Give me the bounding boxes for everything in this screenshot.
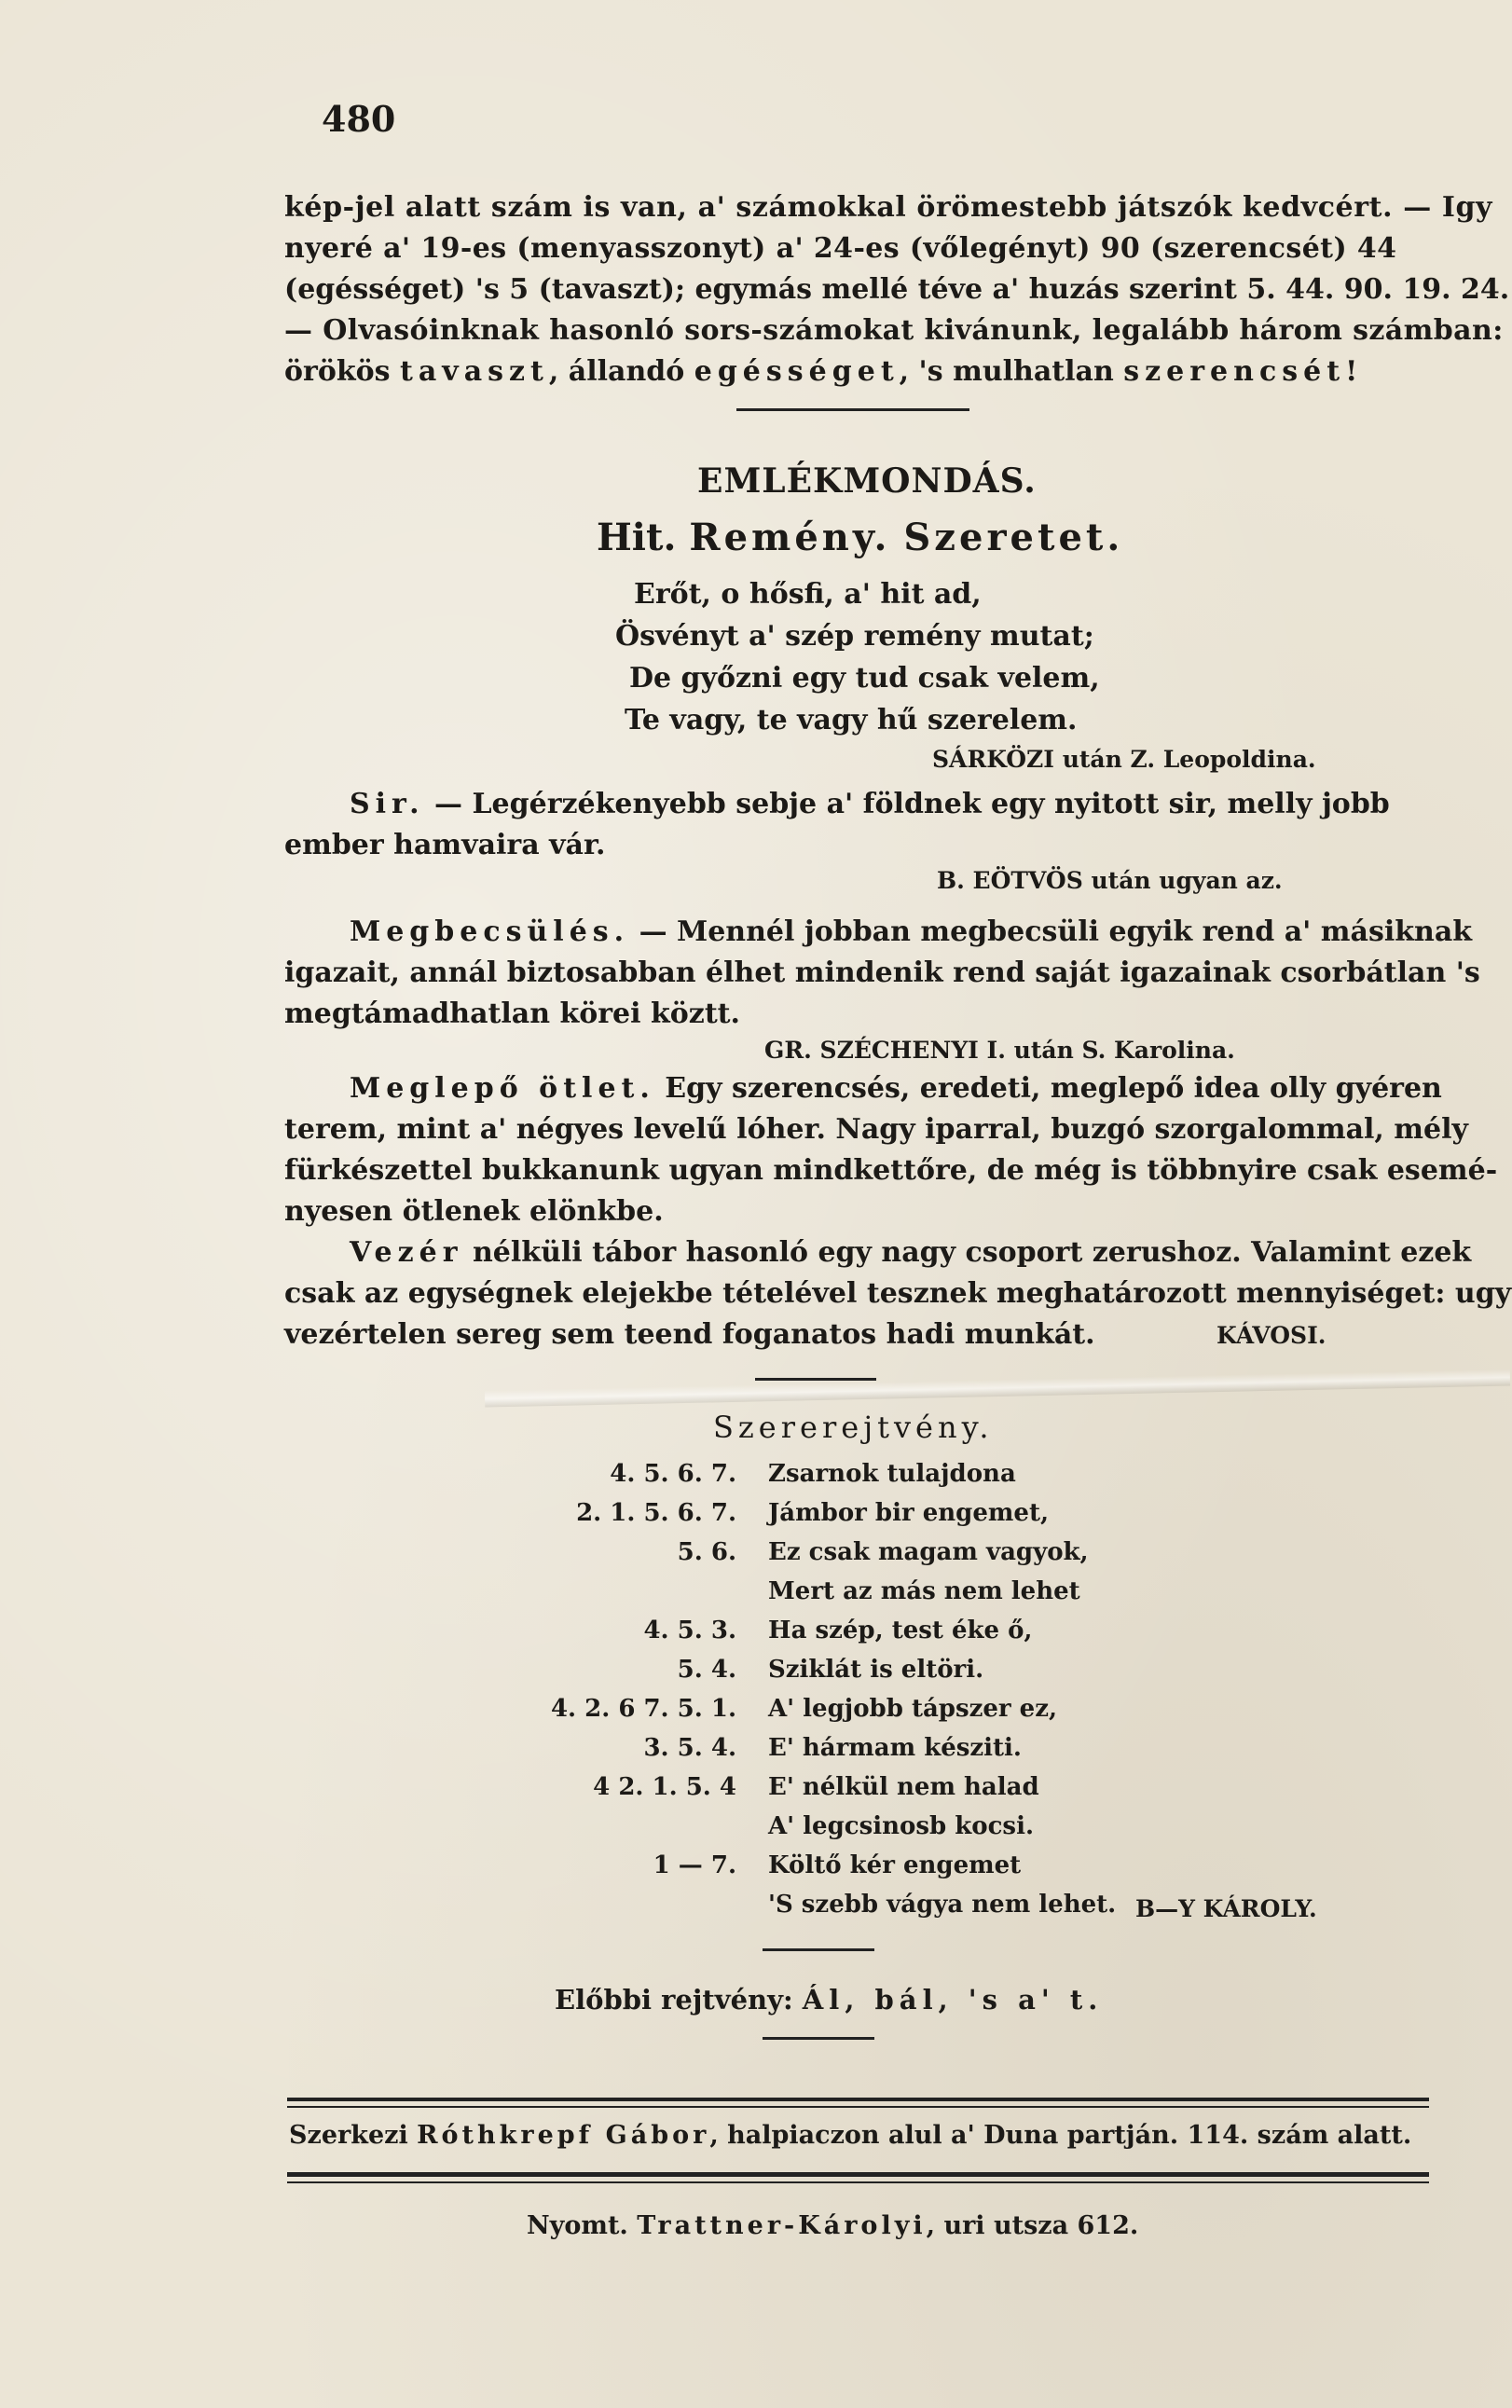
riddle-row [531, 1572, 1184, 1611]
subheading [597, 516, 1123, 559]
riddle-row [531, 1768, 1184, 1807]
riddle-row-numbers: 5. 6. [677, 1538, 736, 1566]
footer-editor-prefix: Szerkezi [289, 2121, 418, 2150]
riddle-row [531, 1885, 1184, 1924]
intro-mid-1: , állandó [548, 355, 694, 388]
riddle-row-text: E' hármam késziti. [768, 1734, 1022, 1762]
page-number: 480 [322, 98, 396, 140]
poem-signature: SÁRKÖZI után Z. Leopoldina. [932, 746, 1316, 773]
riddle-row-numbers: 3. 5. 4. [643, 1734, 736, 1762]
riddle-row-numbers: 4. 5. 6. 7. [610, 1460, 736, 1488]
vezer-line-2: csak az egységnek elejekbe tételével tesznek meghatározott mennyiséget: ugy [284, 1277, 1512, 1310]
footer-rule-bottom-2 [287, 2181, 1429, 2183]
riddle-row-text: Költő kér engemet [768, 1851, 1022, 1879]
riddle-row-numbers: 2. 1. 5. 6. 7. [576, 1499, 736, 1527]
megbecsules-line-1 [350, 915, 1472, 948]
meglepo-word: Meglepő ötlet. [350, 1072, 655, 1105]
intro-suffix: ! [1345, 355, 1358, 388]
meglepo-line-1 [350, 1072, 1442, 1105]
megbecsules-text-1: — Mennél jobban megbecsüli egyik rend a' másiknak [629, 915, 1473, 948]
footer-print-prefix: Nyomt. [527, 2211, 638, 2240]
riddle-row-text: E' nélkül nem halad [768, 1773, 1039, 1801]
riddle-row-text: Sziklát is eltöri. [768, 1656, 984, 1684]
sir-line-2: ember hamvaira vár. [284, 829, 606, 861]
footer-print [527, 2211, 1138, 2240]
riddle-row-numbers: 4. 5. 3. [643, 1617, 736, 1644]
vezer-line-3: vezértelen sereg sem teend foganatos hadi munkát. [284, 1318, 1095, 1351]
vezer-line-1 [350, 1236, 1471, 1269]
sir-signature: B. EÖTVÖS után ugyan az. [937, 867, 1283, 894]
subheading-szeretet: Szeretet. [903, 516, 1124, 559]
riddle-list [531, 1454, 1184, 1924]
riddle-row [531, 1611, 1184, 1650]
footer-editor-name: Róthkrepf Gábor [417, 2121, 710, 2150]
riddle-row-text: A' legjobb tápszer ez, [768, 1695, 1058, 1723]
riddle-row [531, 1728, 1184, 1768]
meglepo-line-4: nyesen ötlenek elönkbe. [284, 1195, 664, 1228]
vezer-text-1: nélküli tábor hasonló egy nagy csoport zerushoz. Valamint ezek [462, 1236, 1472, 1269]
section-divider [736, 408, 969, 411]
riddle-row [531, 1807, 1184, 1846]
riddle-row [531, 1493, 1184, 1533]
poem-line-2: Ösvényt a' szép remény mutat; [615, 620, 1094, 653]
previous-riddle-answer: Ál, bál, 's a' t. [802, 1984, 1104, 2016]
intro-word-egesseget: egésséget [694, 355, 900, 388]
subheading-hit: Hit. [597, 516, 677, 559]
sir-word: Sir. [350, 788, 425, 820]
riddle-row-numbers: 4. 2. 6 7. 5. 1. [550, 1695, 736, 1723]
meglepo-line-3: fürkészettel bukkanunk ugyan mindkettőre, de még is többnyire csak esemé- [284, 1154, 1498, 1187]
riddle-row-text: Zsarnok tulajdona [768, 1460, 1016, 1488]
intro-prefix: örökös [284, 355, 400, 388]
footer-rule-top-2 [287, 2106, 1429, 2108]
riddle-row [531, 1454, 1184, 1493]
riddle-row-text: Mert az más nem lehet [768, 1577, 1080, 1605]
intro-line-4: — Olvasóinknak hasonló sors-számokat kivánunk, legalább három számban: [284, 314, 1504, 347]
riddle-row-numbers: 4 2. 1. 5. 4 [593, 1773, 736, 1801]
riddle-signature: B—Y KÁROLY. [1135, 1895, 1317, 1922]
riddle-divider [755, 1378, 876, 1381]
subheading-remeny: Remény. [689, 516, 891, 559]
footer-rule-bottom-1 [287, 2172, 1429, 2177]
footer-print-suffix: , uri utsza 612. [926, 2211, 1139, 2240]
riddle-row-numbers: 5. 4. [677, 1656, 736, 1684]
riddle-row-text: Jámbor bir engemet, [768, 1499, 1050, 1527]
riddle-row [531, 1650, 1184, 1689]
intro-line-1: kép-jel alatt szám is van, a' számokkal örömestebb játszók kedvcért. — Igy [284, 191, 1493, 224]
megbecsules-word: Megbecsülés. [350, 915, 630, 948]
riddle-row-text: Ez csak magam vagyok, [768, 1538, 1089, 1566]
intro-line-5 [284, 355, 1357, 388]
megbecsules-line-3: megtámadhatlan körei köztt. [284, 998, 740, 1030]
footer-editor [289, 2121, 1411, 2150]
previous-riddle-label: Előbbi rejtvény: [555, 1984, 803, 2016]
intro-word-tavaszt: tavaszt [399, 355, 549, 388]
vezer-word: Vezér [350, 1236, 463, 1269]
intro-line-3: (egésséget) 's 5 (tavaszt); egymás mellé téve a' huzás szerint 5. 44. 90. 19. 24. [284, 273, 1510, 306]
previous-riddle-divider-bottom [763, 2037, 874, 2040]
riddle-row [531, 1846, 1184, 1885]
intro-line-2: nyeré a' 19-es (menyasszonyt) a' 24-es (vőlegényt) 90 (szerencsét) 44 [284, 232, 1397, 265]
footer-editor-suffix: , halpiaczon alul a' Duna partján. 114. szám alatt. [709, 2121, 1412, 2150]
megbecsules-line-2: igazait, annál biztosabban élhet mindenik rend saját igazainak csorbátlan 's [284, 956, 1480, 989]
footer-rule-top-1 [287, 2098, 1429, 2101]
footer-print-name: Trattner-Károlyi [637, 2211, 927, 2240]
poem-line-3: De győzni egy tud csak velem, [629, 662, 1100, 695]
riddle-row-text: 'S szebb vágya nem lehet. [768, 1891, 1117, 1919]
sir-text-1: — Legérzékenyebb sebje a' földnek egy nyitott sir, melly jobb [424, 788, 1390, 820]
megbecsules-signature: GR. SZÉCHENYI I. után S. Karolina. [764, 1037, 1235, 1064]
meglepo-text-1: Egy szerencsés, eredeti, meglepő idea olly gyéren [654, 1072, 1442, 1105]
sir-line-1 [350, 788, 1390, 820]
riddle-row [531, 1533, 1184, 1572]
previous-riddle [555, 1984, 1103, 2016]
meglepo-line-2: terem, mint a' négyes levelű lóher. Nagy iparral, buzgó szorgalommal, mély [284, 1113, 1468, 1146]
poem-line-4: Te vagy, te vagy hű szerelem. [625, 704, 1078, 736]
riddle-row-text: Ha szép, test éke ő, [768, 1617, 1033, 1644]
section-heading: EMLÉKMONDÁS. [697, 461, 1037, 501]
intro-mid-2: , 's mulhatlan [899, 355, 1124, 388]
paper-crease [485, 1369, 1510, 1407]
intro-word-szerencset: szerencsét [1123, 355, 1346, 388]
vezer-signature: KÁVOSI. [1216, 1322, 1326, 1349]
riddle-row [531, 1689, 1184, 1728]
riddle-row-text: A' legcsinosb kocsi. [768, 1812, 1034, 1840]
poem-line-1: Erőt, o hősfi, a' hit ad, [634, 578, 982, 611]
riddle-row-numbers: 1 — 7. [653, 1851, 736, 1879]
previous-riddle-divider-top [763, 1948, 874, 1951]
riddle-heading: Szererejtvény. [713, 1410, 994, 1445]
